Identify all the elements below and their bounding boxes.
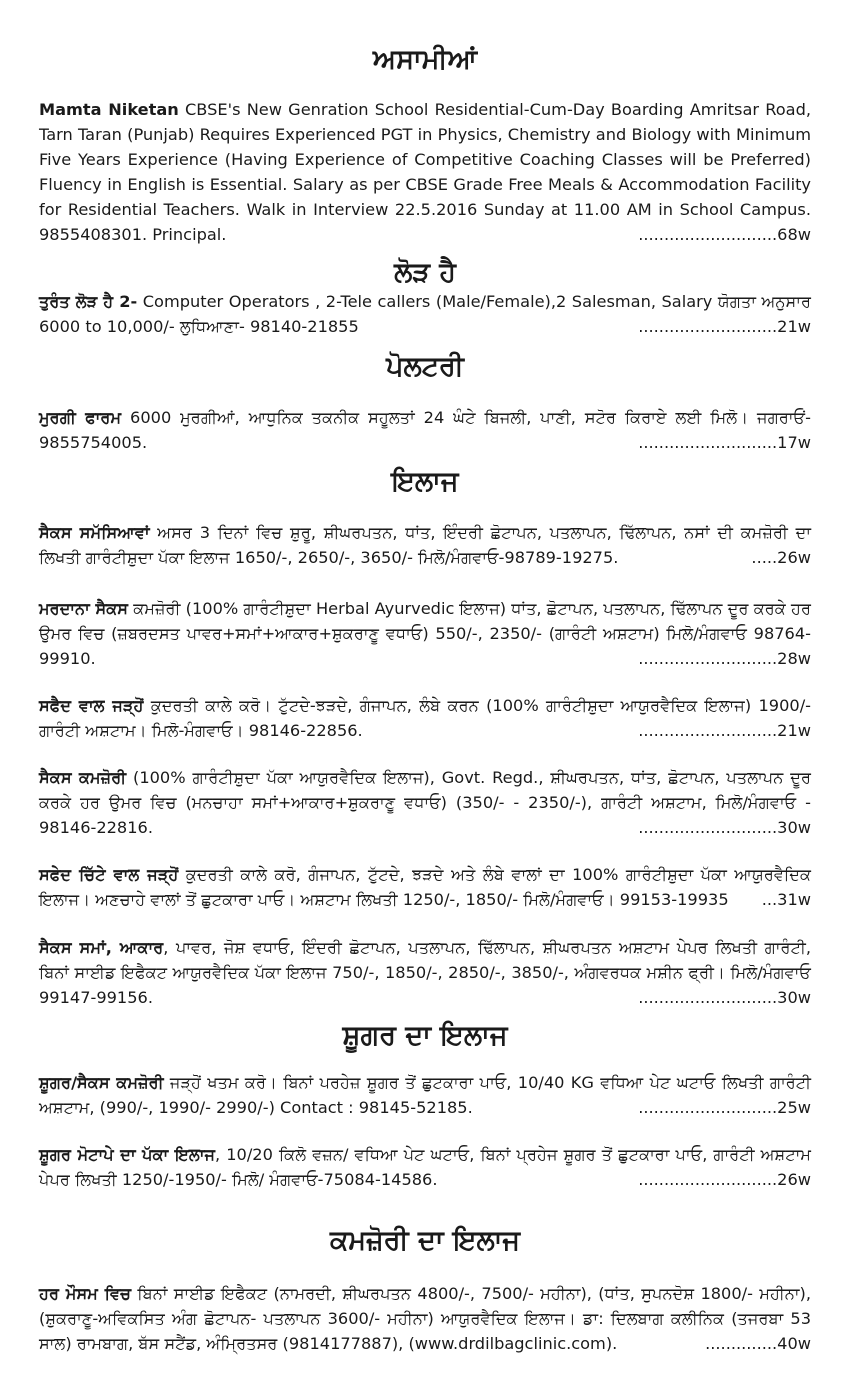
- ad-computer-operators: [39, 289, 811, 339]
- section-title-vacancies: ਅਸਾਮੀਆਂ: [372, 44, 478, 75]
- section-title-treatment: ਇਲਾਜ: [391, 466, 459, 497]
- section-title-poultry: ਪੋਲਟਰੀ: [386, 351, 464, 382]
- ad-lead: ਮਰਦਾਨਾ ਸੈਕਸ: [39, 599, 129, 618]
- ad-body: CBSE's New Genration School Residential-Cum-Day Boarding Amritsar Road, Tarn Taran (Punjab) Requires Experienced PGT in Physics, Chemistry and Biology with Minimum Five Years Experience (Having Experience of Competitive Coaching Classes will be Preferred) Fluency in English is Essential. Salary as per CBSE Grade Free Meals & Accommodation Facility for Residential Teachers. Walk in Interview 22.5.2016 Sunday at 11.00 AM in School Campus. 9855408301. Principal.: [39, 100, 811, 244]
- section-title-sugar-treatment: ਸ਼ੂਗਰ ਦਾ ਇਲਾਜ: [342, 1020, 508, 1051]
- ad-body: , 10/20 ਕਿਲੋ ਵਜ਼ਨ/ ਵਧਿਆ ਪੇਟ ਘਟਾਓ, ਬਿਨਾਂ ਪ੍ਰਹੇਜ ਸ਼ੂਗਰ ਤੋਂ ਛੁਟਕਾਰਾ ਪਾਓ, ਗਾਰੰਟੀ ਅਸ਼ਟਾਮ ਪੇਪਰ ਲਿਖਤੀ 1250/-1950/- ਮਿਲੋ/ ਮੰਗਵਾਓ-75084-14586.: [39, 1145, 811, 1189]
- ad-code: ...........................30w: [638, 988, 811, 1007]
- ad-code: ...........................25w: [638, 1098, 811, 1117]
- ad-lead: ਸਫੈਦ ਵਾਲ ਜੜ੍ਹੋਂ: [39, 696, 144, 715]
- ad-code: ...........................21w: [638, 721, 811, 740]
- ad-mamta-niketan: [39, 97, 811, 247]
- ad-lead: ਸਫੇਦ ਚਿੱਟੇ ਵਾਲ ਜੜ੍ਹੋਂ: [39, 865, 179, 884]
- ad-body: Computer Operators , 2-Tele callers (Male/Female),2 Salesman, Salary ਯੋਗਤਾ ਅਨੁਸਾਰ 6000 to 10,000/- ਲੁਧਿਆਣਾ- 98140-21855: [39, 292, 811, 336]
- ad-lead: ਸ਼ੂਗਰ/ਸੈਕਸ ਕਮਜ਼ੋਰੀ: [39, 1073, 164, 1092]
- ad-code: ...........................30w: [638, 818, 811, 837]
- ad-lead: ਹਰ ਮੌਸਮ ਵਿਚ: [39, 1284, 132, 1303]
- ad-body: ਅਸਰ 3 ਦਿਨਾਂ ਵਿਚ ਸ਼ੁਰੂ, ਸ਼ੀਘਰਪਤਨ, ਧਾਂਤ, ਇੰਦਰੀ ਛੋਟਾਪਨ, ਪਤਲਾਪਨ, ਢਿੱਲਾਪਨ, ਨਸਾਂ ਦੀ ਕਮਜ਼ੋਰੀ ਦਾ ਲਿਖਤੀ ਗਾਰੰਟੀਸ਼ੁਦਾ ਪੱਕਾ ਇਲਾਜ 1650/-, 2650/-, 3650/- ਮਿਲੋ/ਮੰਗਵਾਓ-98789-19275.: [39, 523, 811, 567]
- ad-poultry-farm: [39, 405, 811, 455]
- ad-body: ਜੜ੍ਹੋਂ ਖਤਮ ਕਰੋ। ਬਿਨਾਂ ਪਰਹੇਜ਼ ਸ਼ੂਗਰ ਤੋਂ ਛੁਟਕਾਰਾ ਪਾਓ, 10/40 KG ਵਧਿਆ ਪੇਟ ਘਟਾਓ ਲਿਖਤੀ ਗਾਰੰਟੀ ਅਸ਼ਟਾਮ, (990/-, 1990/- 2990/-) Contact : 98145-52185.: [39, 1073, 812, 1117]
- ad-body: ਕੁਦਰਤੀ ਕਾਲੇ ਕਰੋ। ਟੁੱਟਦੇ-ਝੜਦੇ, ਗੰਜਾਪਨ, ਲੰਬੇ ਕਰਨ (100% ਗਾਰੰਟੀਸ਼ੁਦਾ ਆਯੁਰਵੈਦਿਕ ਇਲਾਜ) 1900/- ਗਾਰੰਟੀ ਅਸ਼ਟਾਮ। ਮਿਲੋ-ਮੰਗਵਾਓ। 98146-22856.: [39, 696, 811, 740]
- ad-body: ਕਮਜ਼ੋਰੀ (100% ਗਾਰੰਟੀਸ਼ੁਦਾ Herbal Ayurvedic ਇਲਾਜ) ਧਾਂਤ, ਛੋਟਾਪਨ, ਪਤਲਾਪਨ, ਢਿੱਲਾਪਨ ਦੂਰ ਕਰਕੇ ਹਰ ਉਮਰ ਵਿਚ (ਜ਼ਬਰਦਸਤ ਪਾਵਰ+ਸਮਾਂ+ਆਕਾਰ+ਸ਼ੁਕਰਾਣੂ ਵਧਾਓ) 550/-, 2350/- (ਗਾਰੰਟੀ ਅਸ਼ਟਾਮ) ਮਿਲੋ/ਮੰਗਵਾਓ 98764-99910.: [39, 599, 811, 668]
- ad-treatment-4: [39, 765, 811, 840]
- ad-lead: ਸੈਕਸ ਸਮੱਸਿਆਵਾਂ: [39, 523, 150, 542]
- ad-treatment-3: [39, 693, 811, 743]
- ad-lead: ਤੁਰੰਤ ਲੋੜ ਹੈ 2-: [39, 292, 138, 311]
- ad-body: 6000 ਮੁਰਗੀਆਂ, ਆਧੁਨਿਕ ਤਕਨੀਕ ਸਹੂਲਤਾਂ 24 ਘੰਟੇ ਬਿਜਲੀ, ਪਾਣੀ, ਸਟੋਰ ਕਿਰਾਏ ਲਈ ਮਿਲੋ। ਜਗਰਾਓਂ- 9855754005.: [39, 408, 811, 452]
- ad-code: .....26w: [751, 548, 811, 567]
- ad-code: ...........................28w: [638, 649, 811, 668]
- ad-lead: ਸੈਕਸ ਕਮਜ਼ੋਰੀ: [39, 768, 127, 787]
- ad-code: ...........................68w: [638, 225, 811, 244]
- ad-body: (100% ਗਾਰੰਟੀਸ਼ੁਦਾ ਪੱਕਾ ਆਯੁਰਵੈਦਿਕ ਇਲਾਜ), Govt. Regd., ਸ਼ੀਘਰਪਤਨ, ਧਾਂਤ, ਛੋਟਾਪਨ, ਪਤਲਾਪਨ ਦੂਰ ਕਰਕੇ ਹਰ ਉਮਰ ਵਿਚ (ਮਨਚਾਹਾ ਸਮਾਂ+ਆਕਾਰ+ਸ਼ੁਕਰਾਣੂ ਵਧਾਓ) (350/- - 2350/-), ਗਾਰੰਟੀ ਅਸ਼ਟਾਮ, ਮਿਲੋ/ਮੰਗਵਾਓ - 98146-22816.: [39, 768, 811, 837]
- ad-code: ..............40w: [705, 1334, 811, 1353]
- ad-treatment-2: [39, 596, 811, 671]
- ad-lead: ਸੈਕਸ ਸਮਾਂ, ਆਕਾਰ: [39, 938, 164, 957]
- section-title-weakness-treatment: ਕਮਜ਼ੋਰੀ ਦਾ ਇਲਾਜ: [329, 1225, 521, 1256]
- ad-treatment-1: [39, 520, 811, 570]
- section-title-required: ਲੋੜ ਹੈ: [394, 257, 456, 288]
- ad-sugar-1: [39, 1070, 811, 1120]
- ad-lead: ਸ਼ੂਗਰ ਮੋਟਾਪੇ ਦਾ ਪੱਕਾ ਇਲਾਜ: [39, 1145, 216, 1164]
- ad-lead: ਮੁਰਗੀ ਫਾਰਮ: [39, 408, 122, 427]
- ad-body: ਕੁਦਰਤੀ ਕਾਲੇ ਕਰੋ, ਗੰਜਾਪਨ, ਟੁੱਟਦੇ, ਝੜਦੇ ਅਤੇ ਲੰਬੇ ਵਾਲਾਂ ਦਾ 100% ਗਾਰੰਟੀਸ਼ੁਦਾ ਪੱਕਾ ਆਯੁਰਵੈਦਿਕ ਇਲਾਜ। ਅਣਚਾਹੇ ਵਾਲਾਂ ਤੋਂ ਛੁਟਕਾਰਾ ਪਾਓ। ਅਸ਼ਟਾਮ ਲਿਖਤੀ 1250/-, 1850/- ਮਿਲੋ/ਮੰਗਵਾਓ। 99153-19935: [39, 865, 811, 909]
- ad-code: ...........................26w: [638, 1170, 811, 1189]
- ad-sugar-2: [39, 1142, 811, 1192]
- ad-weakness-1: [39, 1281, 811, 1356]
- ad-treatment-6: [39, 935, 811, 1010]
- ad-body: ਬਿਨਾਂ ਸਾਈਡ ਇਫੈਕਟ (ਨਾਮਰਦੀ, ਸ਼ੀਘਰਪਤਨ 4800/-, 7500/- ਮਹੀਨਾ), (ਧਾਂਤ, ਸੁਪਨਦੋਸ਼ 1800/- ਮਹੀਨਾ), (ਸ਼ੁਕਰਾਣੂ-ਅਵਿਕਸਿਤ ਅੰਗ ਛੋਟਾਪਨ- ਪਤਲਾਪਨ 3600/- ਮਹੀਨਾ) ਆਯੁਰਵੈਦਿਕ ਇਲਾਜ। ਡਾ: ਦਿਲਬਾਗ ਕਲੀਨਿਕ (ਤਜਰਬਾ 53 ਸਾਲ) ਰਾਮਬਾਗ, ਬੱਸ ਸਟੈਂਡ, ਅੰਮ੍ਰਿਤਸਰ (9814177887), (www.drdilbagclinic.com).: [39, 1284, 811, 1353]
- ad-treatment-5: [39, 862, 811, 912]
- ad-lead: Mamta Niketan: [39, 100, 179, 119]
- ad-code: ...31w: [761, 890, 811, 909]
- ad-code: ...........................21w: [638, 317, 811, 336]
- ad-body: , ਪਾਵਰ, ਜੋਸ਼ ਵਧਾਓ, ਇੰਦਰੀ ਛੋਟਾਪਨ, ਪਤਲਾਪਨ, ਢਿੱਲਾਪਨ, ਸ਼ੀਘਰਪਤਨ ਅਸ਼ਟਾਮ ਪੇਪਰ ਲਿਖਤੀ ਗਾਰੰਟੀ, ਬਿਨਾਂ ਸਾਈਡ ਇਫੈਕਟ ਆਯੁਰਵੈਦਿਕ ਪੱਕਾ ਇਲਾਜ 750/-, 1850/-, 2850/-, 3850/-, ਅੰਗਵਰਧਕ ਮਸ਼ੀਨ ਫ੍ਰੀ। ਮਿਲੋ/ਮੰਗਵਾਓ 99147-99156.: [39, 938, 811, 1007]
- ad-code: ...........................17w: [638, 433, 811, 452]
